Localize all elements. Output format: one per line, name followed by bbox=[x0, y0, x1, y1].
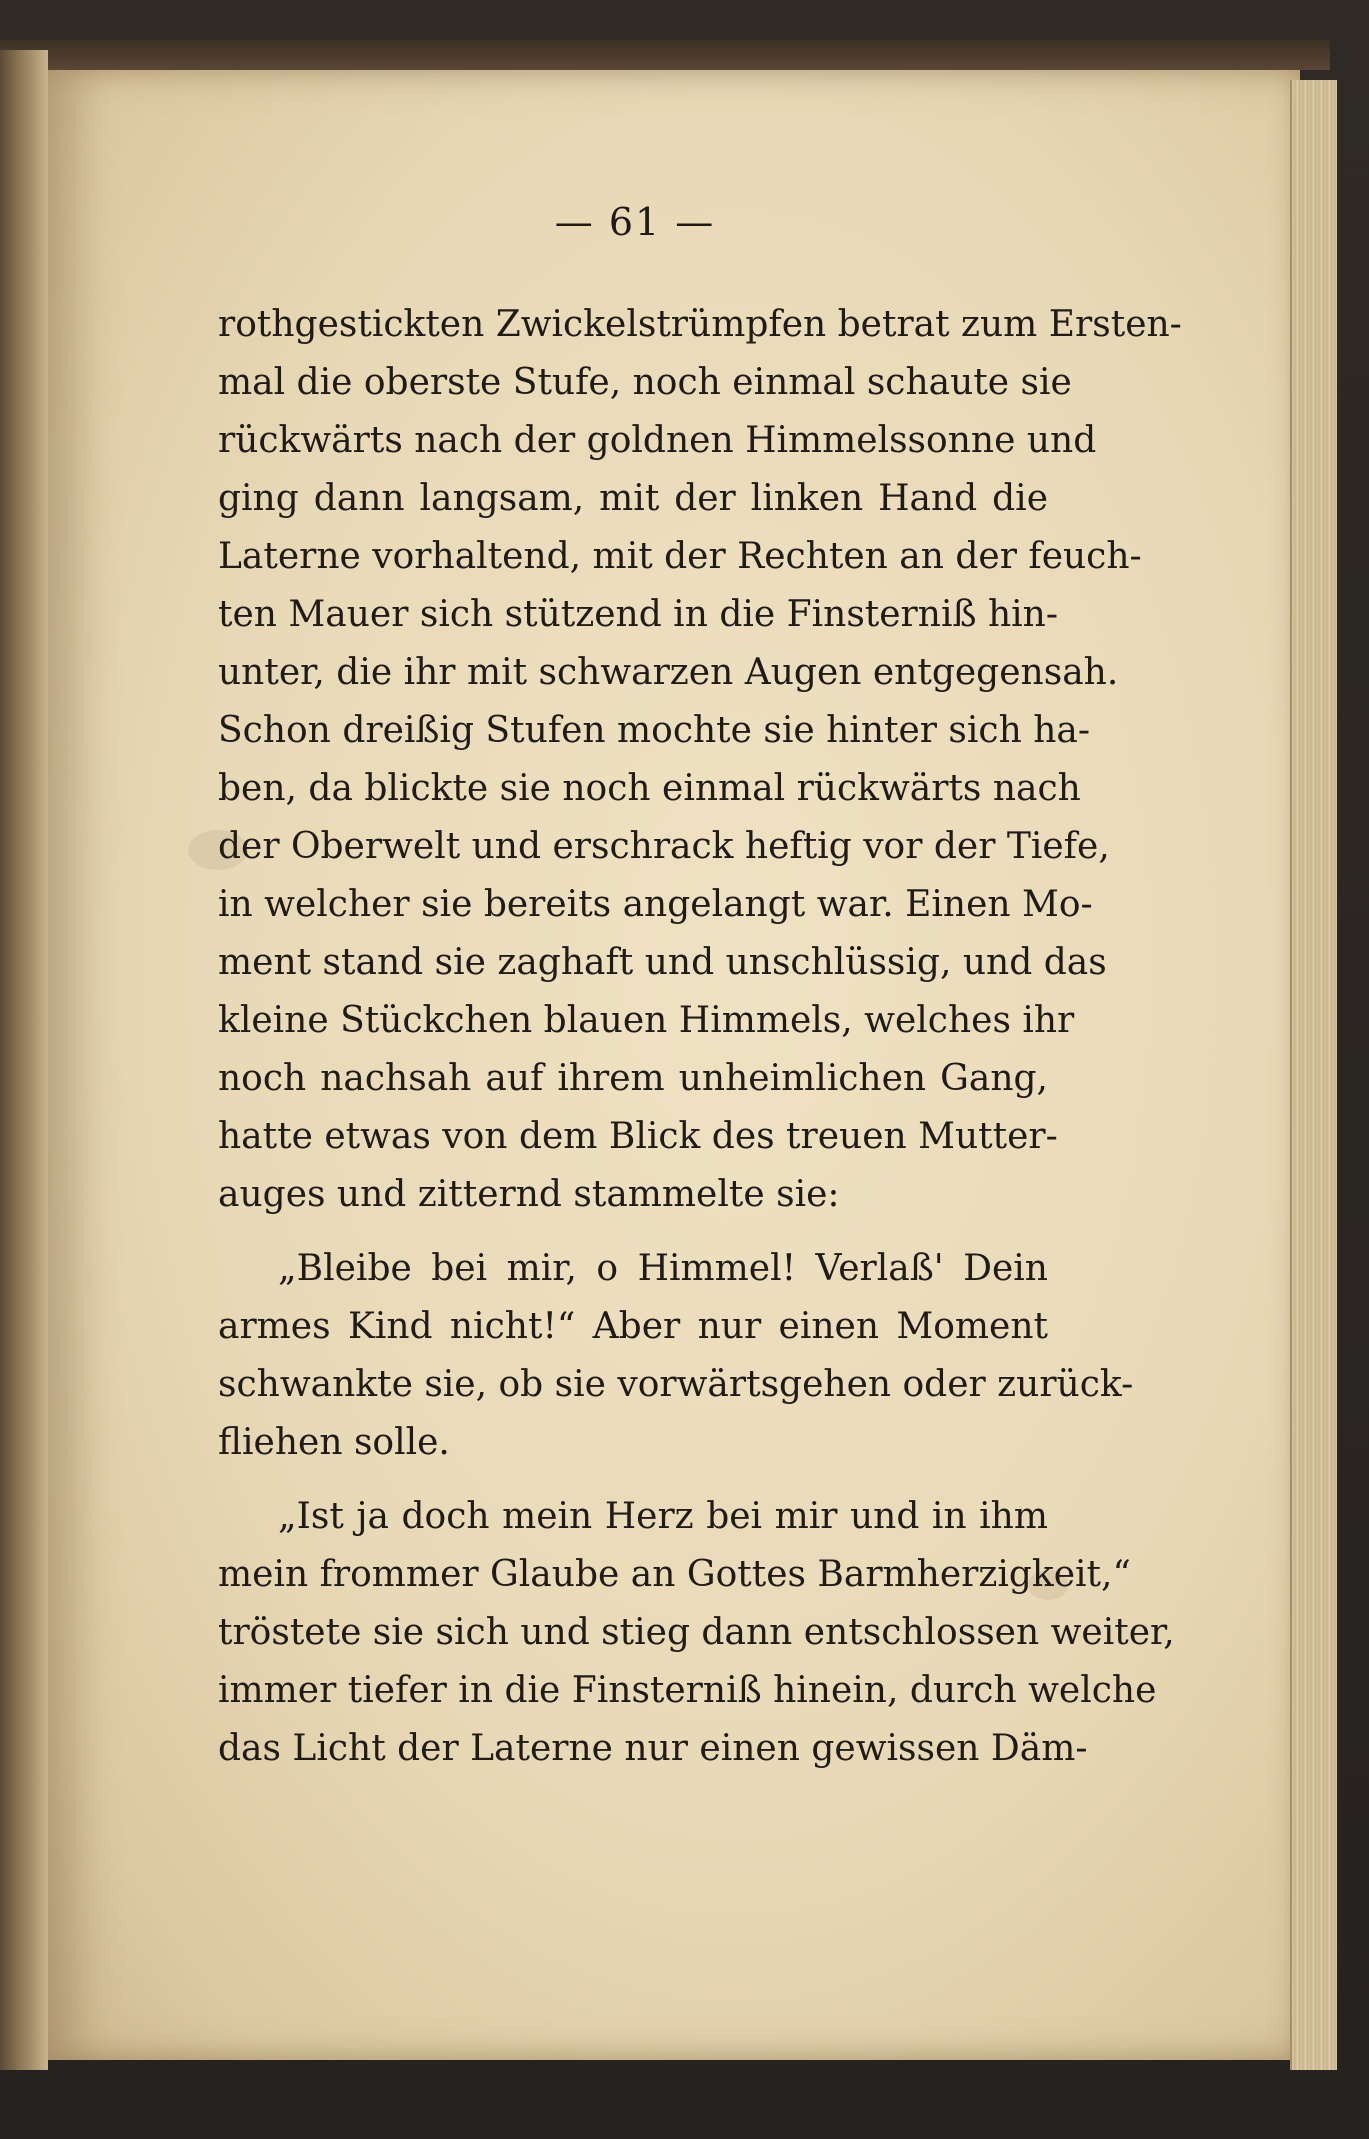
text-line: kleine Stückchen blauen Himmels, welches ihr bbox=[218, 1000, 1075, 1041]
text-line: armes Kind nicht!“ Aber nur einen Moment bbox=[218, 1306, 1048, 1347]
text-line: hatte etwas von dem Blick des treuen Mutter- bbox=[218, 1116, 1058, 1157]
text-line: Laterne vorhaltend, mit der Rechten an der feuch- bbox=[218, 536, 1142, 577]
text-line: der Oberwelt und erschrack heftig vor der Tiefe, bbox=[218, 826, 1110, 867]
page-stack-edge bbox=[1290, 80, 1337, 2070]
text-line: fliehen solle. bbox=[218, 1422, 450, 1463]
text-line: ten Mauer sich stützend in die Finsterniß hin- bbox=[218, 594, 1059, 635]
text-line: mein frommer Glaube an Gottes Barmherzigkeit,“ bbox=[218, 1554, 1131, 1595]
text-line: noch nachsah auf ihrem unheimlichen Gang, bbox=[218, 1058, 1048, 1099]
text-line: auges und zitternd stammelte sie: bbox=[218, 1174, 840, 1215]
text-line: ben, da blickte sie noch einmal rückwärts nach bbox=[218, 768, 1081, 809]
text-line: tröstete sie sich und stieg dann entschlossen weiter, bbox=[218, 1612, 1175, 1653]
text-line: schwankte sie, ob sie vorwärtsgehen oder zurück- bbox=[218, 1364, 1134, 1405]
text-line: ment stand sie zaghaft und unschlüssig, und das bbox=[218, 942, 1107, 983]
text-line: das Licht der Laterne nur einen gewissen Däm- bbox=[218, 1728, 1088, 1769]
text-line: unter, die ihr mit schwarzen Augen entgegensah. bbox=[218, 652, 1119, 693]
text-line: mal die oberste Stufe, noch einmal schaute sie bbox=[218, 362, 1072, 403]
book-gutter-left bbox=[0, 50, 48, 2070]
text-line: immer tiefer in die Finsterniß hinein, durch welche bbox=[218, 1670, 1157, 1711]
text-line: „Ist ja doch mein Herz bei mir und in ihm bbox=[278, 1496, 1048, 1537]
page-number: — 61 — bbox=[554, 200, 716, 244]
text-line: rückwärts nach der goldnen Himmelssonne und bbox=[218, 420, 1097, 461]
text-line: in welcher sie bereits angelangt war. Einen Mo- bbox=[218, 884, 1093, 925]
text-line: rothgestickten Zwickelstrümpfen betrat zum Ersten- bbox=[218, 304, 1182, 345]
book-cover-top-edge bbox=[0, 40, 1330, 70]
text-line: ging dann langsam, mit der linken Hand die bbox=[218, 478, 1048, 519]
text-line: Schon dreißig Stufen mochte sie hinter sich ha- bbox=[218, 710, 1091, 751]
text-line: „Bleibe bei mir, o Himmel! Verlaß' Dein bbox=[278, 1248, 1048, 1289]
